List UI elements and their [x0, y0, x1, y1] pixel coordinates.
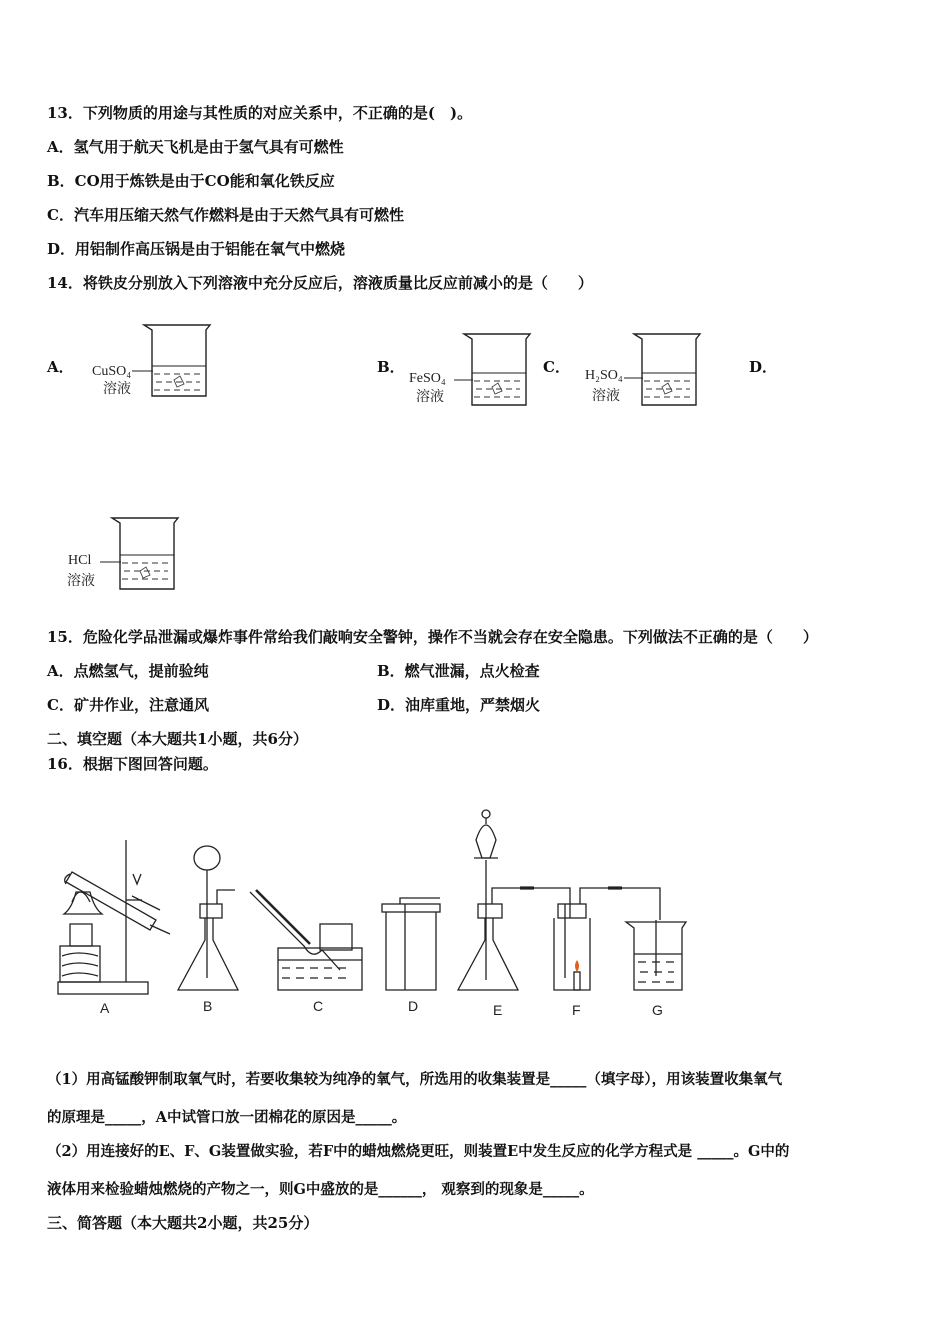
q16-part2-line2: 液体用来检验蜡烛燃烧的产物之一，则G中盛放的是______， 观察到的现象是_____。: [47, 1181, 594, 1198]
q13-option-b: B．CO用于炼铁是由于CO能和氧化铁反应: [47, 172, 335, 190]
q14-option-a-letter: A．: [47, 358, 74, 376]
q13-stem: 13．下列物质的用途与其性质的对应关系中，不正确的是( )。: [47, 104, 473, 122]
q15-option-b: B．燃气泄漏，点火检查: [377, 662, 540, 680]
q16-part1-line2: 的原理是_____，A中试管口放一团棉花的原因是_____。: [47, 1109, 407, 1126]
apparatus-label-a: A: [100, 1000, 110, 1016]
beaker-a-formula: CuSO₄: [92, 364, 132, 379]
beaker-b-solution: 溶液: [416, 390, 444, 405]
apparatus-label-f: F: [572, 1002, 581, 1018]
beaker-b-formula: FeSO₄: [409, 371, 446, 386]
apparatus-label-e: E: [493, 1002, 503, 1018]
q14-option-b-letter: B．: [377, 358, 405, 376]
q15-option-d: D．油库重地，严禁烟火: [377, 696, 541, 714]
beaker-d-image: [106, 515, 186, 595]
q13-option-d: D．用铝制作高压锅是由于铝能在氧气中燃烧: [47, 240, 346, 258]
apparatus-diagram: [50, 800, 710, 1000]
q13-option-c: C．汽车用压缩天然气作燃料是由于天然气具有可燃性: [47, 206, 404, 224]
beaker-c-formula: H₂SO₄: [585, 368, 623, 383]
beaker-a-image: [138, 322, 218, 402]
beaker-a-solution: 溶液: [103, 382, 131, 397]
q16-part1-line1: （1）用高锰酸钾制取氧气时，若要收集较为纯净的氧气，所选用的收集装置是_____（填字母），用该装置收集氧气: [47, 1071, 783, 1088]
beaker-c-solution: 溶液: [592, 389, 620, 404]
beaker-d-formula: HCl: [68, 553, 92, 568]
q13-option-a: A．氢气用于航天飞机是由于氢气具有可燃性: [47, 138, 344, 156]
q14-option-c-letter: C．: [543, 358, 570, 376]
section-2-title: 二、填空题（本大题共1小题，共6分）: [47, 730, 308, 748]
q16-stem: 16．根据下图回答问题。: [47, 755, 218, 773]
q16-part2-line1: （2）用连接好的E、F、G装置做实验，若F中的蜡烛燃烧更旺，则装置E中发生反应的化学方程式是 _____。G中的: [47, 1143, 790, 1160]
q15-option-c: C．矿井作业，注意通风: [47, 696, 209, 714]
beaker-d-solution: 溶液: [67, 574, 95, 589]
apparatus-label-c: C: [313, 998, 324, 1014]
apparatus-label-g: G: [652, 1002, 663, 1018]
q15-stem: 15．危险化学品泄漏或爆炸事件常给我们敲响安全警钟，操作不当就会存在安全隐患。下列做法不正确的是（ ）: [47, 628, 818, 646]
q14-stem: 14．将铁皮分别放入下列溶液中充分反应后，溶液质量比反应前减小的是（ ）: [47, 274, 593, 292]
q14-option-d-letter: D．: [749, 358, 778, 376]
beaker-c-image: [628, 331, 708, 411]
q15-option-a: A．点燃氢气，提前验纯: [47, 662, 209, 680]
section-3-title: 三、简答题（本大题共2小题，共25分）: [47, 1214, 319, 1232]
apparatus-label-d: D: [408, 998, 419, 1014]
beaker-b-image: [458, 331, 538, 411]
apparatus-label-b: B: [203, 998, 213, 1014]
